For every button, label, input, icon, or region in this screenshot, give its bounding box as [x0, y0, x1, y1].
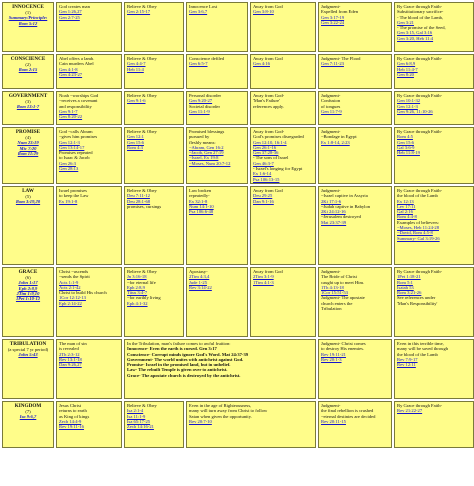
scripture-link[interactable]: Psa 106:6-48: [189, 209, 214, 215]
cell-text: Law broken: [189, 188, 212, 193]
scripture-link[interactable]: Gen 9:1-7: [59, 108, 78, 114]
scripture-link[interactable]: Rom 3:21-26: [397, 290, 422, 296]
dispensation-number: (a special 7 yr period): [7, 347, 49, 352]
cell-text: In the Tribulation, man's failure comes to awful fruition:: [127, 341, 231, 346]
scripture-link[interactable]: Isa 65:17-25: [127, 418, 151, 424]
cell-text: Christ to build His church: [59, 290, 107, 296]
event-cell: [56, 54, 122, 89]
scripture-link[interactable]: Jn 3:16-18: [127, 274, 147, 280]
scripture-link[interactable]: Rev 20:11-15: [321, 418, 346, 424]
scripture-link[interactable]: ~Abram, Gen 16:2: [189, 144, 224, 150]
scripture-link[interactable]: Gen 26:1-16: [253, 144, 277, 150]
cell-text: ~eternal destinies are decided: [321, 413, 376, 419]
event-cell: [56, 91, 122, 125]
responsibility-cell: [124, 2, 184, 52]
cell-text: By Grace through Faith-: [397, 129, 443, 134]
cell-text: By Grace through Faith-: [397, 93, 443, 98]
scripture-link[interactable]: Gen 28:13: [59, 166, 79, 172]
responsibility-cell: [124, 127, 184, 184]
cell-text: God ~calls Abram: [59, 129, 93, 134]
cell-text: is revealed: [59, 346, 79, 352]
dispensation-name: GOVERNMENT: [8, 93, 48, 99]
scripture-link[interactable]: Gen 6:8,9: [397, 61, 416, 67]
scripture-link[interactable]: Gen 2:7-25: [59, 14, 80, 20]
scripture-link[interactable]: Lev 17:11: [397, 203, 416, 209]
separation-cell: [250, 91, 316, 125]
cell-text: to keep the Law: [59, 193, 89, 199]
cell-text: Judgment-: [321, 129, 341, 134]
dispensation-name-cell: [2, 267, 54, 337]
scripture-link[interactable]: Dan 9:1-16: [253, 198, 274, 204]
scripture-link[interactable]: Gen 7:11-23: [321, 61, 344, 67]
scripture-link[interactable]: 2Tim 4:3,4: [189, 274, 210, 280]
cell-text: Noah ~worships God: [59, 93, 99, 98]
cell-text: Conscience defiled: [189, 56, 225, 61]
dispensation-number: (3): [25, 99, 31, 104]
cell-text: Judgment-: [321, 4, 341, 9]
cell-text: Abel offers a lamb.: [59, 56, 95, 61]
scripture-link[interactable]: Gen 15:6: [397, 139, 414, 145]
dispensation-number: (2): [25, 62, 31, 67]
responsibility-cell: [124, 401, 184, 448]
scripture-link[interactable]: Rev 19:11-21: [321, 351, 346, 357]
scripture-link[interactable]: Zech 14:4-9: [59, 418, 82, 424]
event-cell: [56, 127, 122, 184]
scripture-link[interactable]: Rev 19:11-16: [59, 424, 84, 430]
cell-text: Even in the age of Righteousness,: [189, 403, 252, 408]
cell-text: church enters the: [321, 300, 353, 306]
cell-text: - Israel's longing for Egypt: [253, 166, 303, 172]
event-cell: [56, 2, 122, 52]
cell-text: Promised blessings: [189, 129, 225, 134]
scripture-link[interactable]: Gen 26:3: [59, 160, 76, 166]
cell-text: By Grace through Faith-: [397, 188, 443, 193]
cell-text: fleshly means:: [189, 139, 216, 145]
scripture-link[interactable]: Rev 20:7-10: [189, 418, 212, 424]
cell-text: God's promises disregarded: [253, 134, 304, 140]
dispensation-reference-link[interactable]: John 1:17: [18, 280, 38, 286]
scripture-link[interactable]: Gen 12:10, 16:1-4: [253, 139, 287, 145]
salvation-cell: [394, 127, 474, 184]
scripture-link[interactable]: Gen 11:1-9: [189, 108, 210, 114]
cell-text: Jesus Christ: [59, 403, 82, 408]
dispensation-name: GRACE: [18, 269, 38, 275]
cell-text: 'Man's Responsibility': [397, 300, 438, 306]
scripture-link[interactable]: Gen 13:14-17: [59, 144, 85, 150]
scripture-link[interactable]: Gen 15:6: [127, 139, 144, 145]
cell-text: ~receives a covenant: [59, 98, 98, 104]
scripture-link[interactable]: Gen 9:20-27: [189, 98, 213, 104]
scripture-link[interactable]: Rom 4:4-8: [397, 214, 417, 220]
dispensation-name-cell: [2, 127, 54, 184]
dispensation-number: (7): [25, 409, 31, 414]
cell-text: Promises repeated: [59, 150, 93, 156]
cell-text: Believe & Obey: [127, 4, 157, 9]
responsibility-cell: [124, 186, 184, 265]
responsibility-cell: [124, 267, 184, 337]
dispensation-name-cell: [2, 91, 54, 125]
cell-text: as King of kings: [59, 413, 90, 419]
dispensation-reference-link[interactable]: 2Tim 1:9,10: [16, 290, 40, 296]
dispensation-row: [2, 54, 474, 89]
cell-text: See references under: [397, 295, 436, 301]
scripture-link[interactable]: Heb 11:4-7: [397, 66, 418, 72]
scripture-link[interactable]: Zech 14:16-21: [127, 424, 154, 430]
dispensation-reference-link[interactable]: Mic 7:20: [19, 145, 37, 151]
scripture-link[interactable]: Ex 12:13: [397, 198, 414, 204]
dispensation-name: INNOCENCE: [12, 4, 44, 10]
scripture-link[interactable]: Jude 1-25: [189, 279, 207, 285]
scripture-link[interactable]: 1Th 4:13-18: [321, 284, 344, 290]
cell-text: Judgment-: [321, 269, 341, 274]
scripture-link[interactable]: Gen 3:8-10: [253, 9, 274, 15]
failure-cell: [186, 127, 248, 184]
cell-text: By Grace through Faith-: [397, 56, 443, 61]
dispensation-reference-link[interactable]: John 5:43: [18, 352, 38, 358]
scripture-link[interactable]: Gen 6:5-7: [189, 61, 208, 67]
judgment-cell: [318, 127, 392, 184]
cell-text: many will turn away from Christ to follow: [189, 408, 268, 414]
dispensation-row: [2, 127, 474, 184]
scripture-link[interactable]: ~Moses, Heb 11:24-28: [397, 225, 439, 231]
scripture-link[interactable]: Gen 12:1-3: [397, 103, 418, 109]
dispensation-name: TRIBULATION: [9, 341, 47, 347]
cell-text: Law- The rebuilt Temple is given over to antichrist.: [127, 367, 228, 373]
cell-text: Away from God: [253, 188, 283, 193]
scripture-link[interactable]: Gen 12:1: [127, 134, 144, 140]
scripture-link[interactable]: Gen 2:15-17: [127, 9, 151, 15]
judgment-cell: [318, 2, 392, 52]
dispensation-row: [2, 339, 474, 399]
dispensation-number: (1): [25, 10, 31, 15]
responsibility-cell: [124, 91, 184, 125]
cell-text: Substitutionary sacrifice-: [397, 9, 444, 15]
scripture-link[interactable]: 2Th 2:3-12: [59, 351, 80, 357]
salvation-cell: [394, 2, 474, 52]
cell-text: - The blood of the Lamb,: [397, 14, 444, 20]
cell-text: Judgment- The Flood: [321, 56, 361, 61]
cell-text: Believe & Obey: [127, 269, 157, 274]
scripture-link[interactable]: Mat 23:37-39: [321, 219, 347, 225]
cell-text: Personal disorder: [189, 93, 222, 98]
scripture-link[interactable]: Rev 7:9-17: [397, 356, 418, 362]
event-cell: [56, 267, 122, 337]
cell-text: By Grace through Faith-: [397, 403, 443, 408]
cell-text: the final rebellion is crushed: [321, 408, 374, 414]
separation-cell: [250, 54, 316, 89]
scripture-link[interactable]: Gen 8:20-22: [59, 114, 83, 120]
event-cell: [56, 339, 122, 399]
cell-text: Away from God-: [253, 129, 285, 134]
cell-text: ~gives him promises: [59, 134, 98, 140]
cell-text: By Grace through Faith-: [397, 4, 443, 9]
cell-text: returns to earth: [59, 408, 87, 414]
event-cell: [56, 186, 122, 265]
dispensation-reference-link[interactable]: Rom 2:15: [18, 67, 38, 73]
cell-text: pursued by: [189, 134, 210, 140]
dispensation-name-cell: [2, 401, 54, 448]
cell-text: The Bride of Christ: [321, 274, 357, 280]
cell-text: 'Man's Failure': [253, 98, 280, 104]
cell-text: Satan when given the opportunity.: [189, 413, 252, 419]
judgment-cell: [318, 186, 392, 265]
scripture-link[interactable]: Eph 2:14-22: [59, 300, 82, 306]
event-cell: [56, 401, 122, 448]
scripture-link[interactable]: Titus 3:4-7: [127, 290, 148, 296]
scripture-link[interactable]: Gen 10:1-32: [397, 98, 421, 104]
salvation-cell: [394, 401, 474, 448]
dispensation-name-cell: [2, 339, 54, 399]
scripture-link[interactable]: Rev 3:14-22: [189, 284, 212, 290]
dispensation-name-cell: [2, 186, 54, 265]
salvation-cell: [394, 186, 474, 265]
failure-cell: [186, 54, 248, 89]
cell-text: God creates man: [59, 4, 90, 9]
scripture-link[interactable]: 1Pet 1:18-21: [397, 274, 421, 280]
scripture-link[interactable]: Rom 4:3: [127, 144, 143, 150]
scripture-link[interactable]: 2Ki 24:12-16: [321, 209, 346, 215]
failure-cell: [186, 91, 248, 125]
cell-text: to destroy His enemies.: [321, 346, 365, 352]
dispensation-reference-link[interactable]: Isa 9:6,7: [19, 414, 37, 420]
failure-cell: [186, 267, 248, 337]
dispensation-reference-link[interactable]: Num 23:19: [17, 140, 39, 146]
salvation-cell: [394, 267, 474, 337]
dispensation-reference-link[interactable]: Rom 5:12: [18, 20, 38, 26]
scripture-link[interactable]: Dan 9:26,27: [59, 362, 82, 368]
scripture-link[interactable]: 2Tim 3:1-9: [253, 274, 274, 280]
cell-text: By Grace through Faith-: [397, 269, 443, 274]
cell-text: Away from God: [253, 269, 283, 274]
scripture-link[interactable]: Gen 3:20, Heb 11:4: [397, 35, 434, 41]
scripture-link[interactable]: Psa 106:13-15: [253, 176, 280, 182]
cell-text: many will be saved through: [397, 346, 449, 352]
scripture-link[interactable]: Gal 3:6-9: [397, 144, 415, 150]
scripture-link[interactable]: 1Tim 4:1-3: [253, 279, 274, 285]
salvation-cell: [394, 54, 474, 89]
scripture-link[interactable]: Acts 1:1-9: [59, 279, 79, 285]
scripture-link[interactable]: Gen 12:1-3: [59, 139, 80, 145]
separation-cell: [250, 2, 316, 52]
scripture-link[interactable]: Deu 28:1-68: [127, 198, 151, 204]
failure-cell: [186, 2, 248, 52]
dispensation-row: [2, 2, 474, 52]
cell-text: Judgment-: [321, 93, 341, 98]
cell-text: promises, cursings: [127, 203, 162, 209]
scripture-link[interactable]: Gen 3:17-19: [321, 14, 345, 20]
scripture-link[interactable]: Gen 4:23-27: [59, 71, 83, 77]
cell-text: ~for earthly living: [127, 295, 161, 301]
salvation-cell: [394, 91, 474, 125]
scripture-link[interactable]: Heb 11:8-19: [397, 150, 420, 156]
cell-text: and responsibility: [59, 103, 92, 109]
cell-text: Away from God-: [253, 93, 285, 98]
cell-text: Away from God: [253, 56, 283, 61]
cell-text: Judgment-: [321, 403, 341, 408]
scripture-link[interactable]: Eph 4:1-32: [127, 300, 148, 306]
scripture-link[interactable]: Ex 32:1-8: [189, 198, 208, 204]
cell-text: Grace- The apostate church is destroyed by the antichrist.: [127, 372, 241, 378]
dispensation-name: PROMISE: [15, 129, 41, 135]
cell-text: the blood of the Lamb: [397, 193, 438, 199]
scripture-link[interactable]: Rev 12:11: [397, 362, 416, 368]
cell-text: ~Israel captive in Assyria: [321, 193, 368, 199]
scripture-link[interactable]: Gen 4:4-7: [127, 61, 146, 67]
dispensation-number: (4): [25, 135, 31, 140]
cell-text: Promise- Israel in the promised land, but in unbelief.: [127, 362, 231, 368]
dispensation-reference-link[interactable]: 1Pet 1:10-12: [15, 296, 41, 302]
judgment-cell: [318, 91, 392, 125]
scripture-link[interactable]: Rom 4:5: [397, 134, 413, 140]
scripture-link[interactable]: Gen 9:26, 11:10-26: [397, 108, 433, 114]
responsibility-cell: [124, 54, 184, 89]
failure-cell: [186, 186, 248, 265]
cell-text: - The sons of Israel: [253, 155, 289, 161]
cell-text: ~sends the Spirit: [59, 274, 90, 280]
judgment-cell: [318, 267, 392, 337]
scripture-link[interactable]: Gen 46:3-7: [253, 160, 274, 166]
cell-text: Believe & Obey: [127, 93, 157, 98]
dispensation-row: [2, 267, 474, 337]
cell-text: Government- The world unites with antichrist against God.: [127, 356, 244, 362]
cell-text: Believe & Obey: [127, 56, 157, 61]
scripture-link[interactable]: Gal 2:16: [397, 209, 413, 215]
cell-text: Judgment- Christ comes: [321, 341, 366, 346]
separation-cell: [250, 127, 316, 184]
cell-text: Believe & Obey: [127, 188, 157, 193]
scripture-link[interactable]: ~Jacob, Gen 27:19: [189, 150, 224, 156]
judgment-cell: [318, 339, 392, 399]
scripture-link[interactable]: Acts 2:1-42: [59, 284, 81, 290]
dispensation-row: [2, 401, 474, 448]
scripture-link[interactable]: Gen 8:20: [397, 71, 414, 77]
cell-text: Israel promises: [59, 188, 87, 193]
cell-text: caught up to meet Him.: [321, 279, 365, 285]
cell-text: ~for eternal life: [127, 279, 156, 285]
dispensation-name-cell: [2, 54, 54, 89]
dispensation-name: KINGDOM: [14, 403, 42, 409]
dispensation-reference-link[interactable]: Summary/Principle:: [8, 15, 48, 21]
scripture-link[interactable]: Eph 2:8,9: [127, 284, 145, 290]
dispensation-row: [2, 91, 474, 125]
scripture-link[interactable]: Rev 13:1-18: [59, 356, 82, 362]
scripture-link[interactable]: 2Ki 17:1-6: [321, 198, 342, 204]
cell-text: Christ ~ascends: [59, 269, 89, 274]
separation-cell: [250, 186, 316, 265]
salvation-cell: [394, 339, 474, 399]
cell-text: Judgment-: [321, 188, 341, 193]
scripture-link[interactable]: Ex 19:1-8: [59, 198, 78, 204]
judgment-cell: [318, 401, 392, 448]
scripture-link[interactable]: Deu 7:11-12: [127, 193, 150, 199]
cell-text: Apostasy-: [189, 269, 208, 274]
cell-text: the blood of the Lamb: [397, 351, 438, 357]
dispensation-number: (5): [25, 194, 31, 199]
scripture-link[interactable]: Isa 11:1-9: [127, 413, 146, 419]
scripture-link[interactable]: Heb 11:4: [127, 66, 144, 72]
cell-text: repeatedly-: [189, 193, 210, 199]
dispensation-reference-link[interactable]: Eph 2:8,9: [18, 285, 38, 291]
cell-text: Believe & Obey: [127, 129, 157, 134]
cell-text: Expelled from Eden: [321, 9, 358, 15]
scripture-link[interactable]: ~Moses, Num 20:7-12: [189, 160, 231, 166]
judgment-cell: [318, 54, 392, 89]
scripture-link[interactable]: Isaiah 53: [397, 284, 414, 290]
cell-text: Confusion: [321, 98, 341, 104]
failure-cell: [186, 401, 316, 448]
scripture-link[interactable]: Gen 3:6,7: [189, 9, 208, 15]
dispensation-reference-link[interactable]: Rom 3:19,20: [15, 199, 41, 205]
cell-text: Judgment- The apostate: [321, 295, 365, 301]
responsibility-cell: [124, 339, 316, 399]
scripture-link[interactable]: Rev 20:1-3: [321, 356, 342, 362]
dispensation-name: CONSCIENCE: [10, 56, 46, 62]
cell-text: ~Bondage in Egypt: [321, 134, 357, 140]
scripture-link[interactable]: Gen 3:21: [397, 19, 414, 25]
dispensation-reference-link[interactable]: Rom 11:29: [17, 150, 39, 156]
scripture-link[interactable]: Gen 11:7-9: [321, 108, 342, 114]
scripture-link[interactable]: Gen 3:15, Gal 3:16: [397, 30, 433, 36]
scripture-link[interactable]: ~Israel, Ex 19:8: [189, 155, 219, 161]
scripture-link[interactable]: Gen 9:1-6: [127, 98, 146, 104]
cell-text: Even in this terrible time,: [397, 341, 444, 346]
cell-text: The man of sin: [59, 341, 87, 346]
scripture-link[interactable]: Gen 3:22-24: [321, 19, 345, 25]
cell-text: Societal disorder: [189, 103, 220, 109]
cell-text: Tribulation: [321, 306, 342, 312]
scripture-link[interactable]: Ex 1:8-14, 2:23: [321, 139, 350, 145]
dispensation-number: (6): [25, 275, 31, 280]
cell-text: ~Jerusalem destroyed: [321, 214, 361, 220]
scripture-link[interactable]: ~David, Rom 4:5-8: [397, 230, 433, 236]
cell-text: Cain murders Abel: [59, 61, 94, 67]
cell-text: references apply.: [253, 103, 285, 109]
cell-text: of tongues: [321, 103, 341, 109]
scripture-link[interactable]: Num 14:1-10: [189, 203, 214, 209]
cell-text: Away from God: [253, 4, 283, 9]
cell-text: Innocence Lost: [189, 4, 218, 9]
dispensation-row: [2, 186, 474, 265]
scripture-link[interactable]: Gen 4:16: [253, 61, 270, 67]
cell-text: Conscience- Corrupt minds ignore God's Word. Mat 24:37-39: [127, 351, 249, 357]
cell-text: Examples of believers:: [397, 219, 440, 225]
dispensation-reference-link[interactable]: Rom 13:1-7: [16, 104, 40, 110]
scripture-link[interactable]: 1Cor 15:51-53: [321, 290, 348, 296]
dispensation-name-cell: [2, 2, 54, 52]
separation-cell: [250, 267, 316, 337]
scripture-link[interactable]: Summary- Gal 3:19-26: [397, 235, 440, 241]
cell-text: to Isaac & Jacob: [59, 155, 90, 161]
scripture-link[interactable]: Gen 1:26,27: [59, 9, 82, 15]
dispensation-name: LAW: [22, 188, 34, 194]
scripture-link[interactable]: Gen 37:28-36: [253, 150, 279, 156]
cell-text: Believe & Obey: [127, 403, 157, 408]
cell-text: - The promise of the Seed,: [397, 25, 446, 31]
scripture-link[interactable]: Rom 5:1: [397, 279, 413, 285]
scripture-link[interactable]: Isa 2:1-4: [127, 408, 144, 414]
scripture-link[interactable]: Ex 1:6-14: [253, 171, 272, 177]
scripture-link[interactable]: Gen 4:1-8: [59, 66, 78, 72]
scripture-link[interactable]: Deu 29:25: [253, 193, 273, 199]
cell-text: ~Judah captive in Babylon: [321, 203, 371, 209]
scripture-link[interactable]: Rev 21:22-27: [397, 408, 423, 414]
scripture-link[interactable]: 1Cor 12:12-13: [59, 295, 86, 301]
cell-text: Innocence- Even the earth is cursed. Gen 3:17: [127, 346, 217, 352]
